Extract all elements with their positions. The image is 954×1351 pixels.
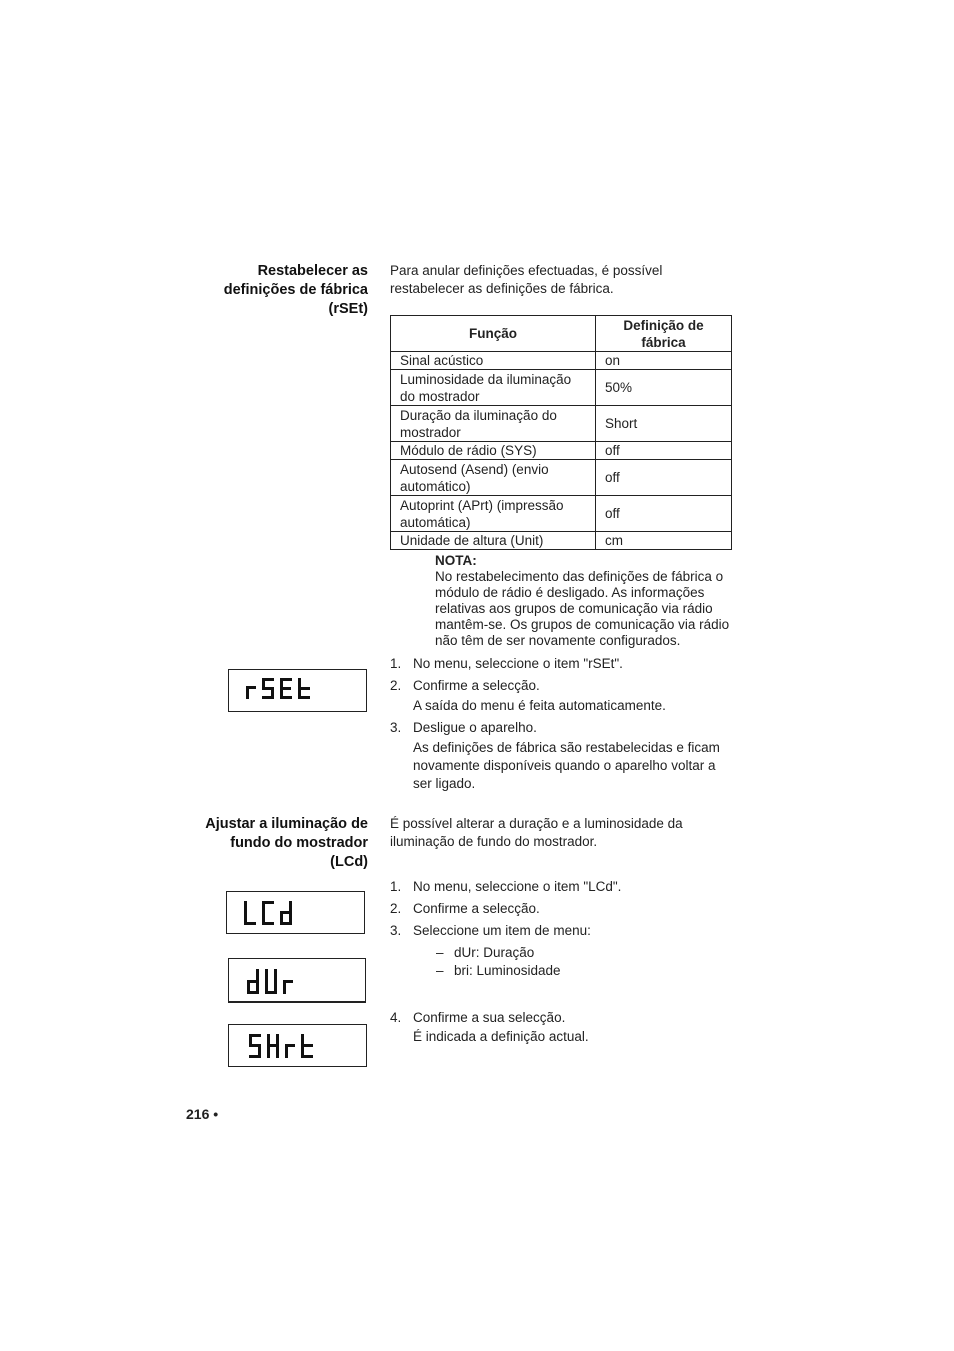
heading-line: Restabelecer as <box>257 263 368 279</box>
heading-line: (LCd) <box>330 854 368 870</box>
table-row <box>391 406 732 442</box>
table-header-default: Definição de fábrica <box>596 316 732 352</box>
step-subtext: As definições de fábrica são restabelecidas e ficam novamente disponíveis quando o aparelho voltar a ser ligado. <box>413 740 720 791</box>
table-cell: Short <box>596 406 732 442</box>
lcd-segment-icon <box>229 959 365 1001</box>
factory-settings-table <box>390 315 732 550</box>
lcd-display-shrt <box>228 1024 367 1067</box>
lcd-display-lcd <box>226 891 365 934</box>
section-intro-lcd <box>390 815 735 851</box>
heading-line: Ajustar a iluminação de <box>205 816 368 832</box>
steps-list-lcd <box>390 878 735 980</box>
steps-list-lcd-continued <box>390 1009 735 1046</box>
option-text: bri: Luminosidade <box>454 963 561 978</box>
list-item <box>390 878 735 896</box>
lcd-display-dur <box>228 958 366 1003</box>
step-number: 2. <box>390 901 402 916</box>
table-cell: cm <box>596 532 732 550</box>
table-cell: off <box>596 442 732 460</box>
table-cell: Autoprint (APrt) (impressão automática) <box>391 496 596 532</box>
section-intro-rset <box>390 262 735 298</box>
heading-line: (rSEt) <box>328 301 368 317</box>
step-text: Confirme a sua selecção. <box>413 1010 566 1025</box>
intro-line: restabelecer as definições de fábrica. <box>390 281 614 296</box>
table-cell: off <box>596 496 732 532</box>
table-cell: off <box>596 460 732 496</box>
list-item <box>390 1009 735 1046</box>
note-box <box>435 553 735 649</box>
step-number: 2. <box>390 678 402 693</box>
note-text: No restabelecimento das definições de fábrica o módulo de rádio é desligado. As informações relativas aos grupos de comunicação via rádio mantêm-se. Os grupos de comunicação via rádio não têm de ser novamente configurados. <box>435 569 730 648</box>
intro-line: Para anular definições efectuadas, é possível <box>390 263 663 278</box>
table-cell: Duração da iluminação do mostrador <box>391 406 596 442</box>
intro-line: iluminação de fundo do mostrador. <box>390 834 598 849</box>
step-number: 1. <box>390 656 402 671</box>
step-number: 3. <box>390 923 402 938</box>
lcd-display-rset <box>228 669 367 712</box>
table-cell: 50% <box>596 370 732 406</box>
lcd-segment-icon <box>229 1025 366 1066</box>
heading-line: fundo do mostrador <box>230 835 368 851</box>
table-row <box>391 496 732 532</box>
lcd-segment-icon <box>229 670 366 711</box>
table-cell: Sinal acústico <box>391 352 596 370</box>
table-header-row <box>391 316 732 352</box>
step-text: No menu, seleccione o item "LCd". <box>413 879 622 894</box>
lcd-segment-icon <box>227 892 364 933</box>
table-cell: Unidade de altura (Unit) <box>391 532 596 550</box>
table-cell: on <box>596 352 732 370</box>
list-item: – dUr: Duração <box>436 945 535 960</box>
table-cell: Luminosidade da iluminação do mostrador <box>391 370 596 406</box>
table-row <box>391 442 732 460</box>
table-cell: Módulo de rádio (SYS) <box>391 442 596 460</box>
table-row <box>391 532 732 550</box>
steps-list-rset <box>390 655 735 793</box>
step-text: Confirme a selecção. <box>413 678 540 693</box>
table-cell: Autosend (Asend) (envio automático) <box>391 460 596 496</box>
section-heading-rset <box>168 262 368 319</box>
table-header-function: Função <box>391 316 596 352</box>
step-text: Seleccione um item de menu: <box>413 923 591 938</box>
table-row <box>391 352 732 370</box>
step-subtext: A saída do menu é feita automaticamente. <box>413 698 666 713</box>
table-row <box>391 370 732 406</box>
step-text: No menu, seleccione o item "rSEt". <box>413 656 623 671</box>
step-number: 3. <box>390 720 402 735</box>
intro-line: É possível alterar a duração e a luminosidade da <box>390 816 683 831</box>
list-item <box>390 719 735 793</box>
section-heading-lcd <box>168 815 368 872</box>
list-item <box>390 900 735 918</box>
list-item <box>390 922 735 980</box>
option-text: dUr: Duração <box>454 945 535 960</box>
step-text: Desligue o aparelho. <box>413 720 537 735</box>
menu-options-list <box>413 944 735 980</box>
step-number: 4. <box>390 1010 402 1025</box>
page-number: 216 • <box>186 1106 219 1122</box>
heading-line: definições de fábrica <box>223 282 368 298</box>
step-number: 1. <box>390 879 402 894</box>
table-row <box>391 460 732 496</box>
list-item <box>390 677 735 715</box>
list-item <box>390 655 735 673</box>
note-title: NOTA: <box>435 553 477 568</box>
step-text: Confirme a selecção. <box>413 901 540 916</box>
step-subtext: É indicada a definição actual. <box>413 1029 589 1044</box>
list-item: – bri: Luminosidade <box>436 963 561 978</box>
